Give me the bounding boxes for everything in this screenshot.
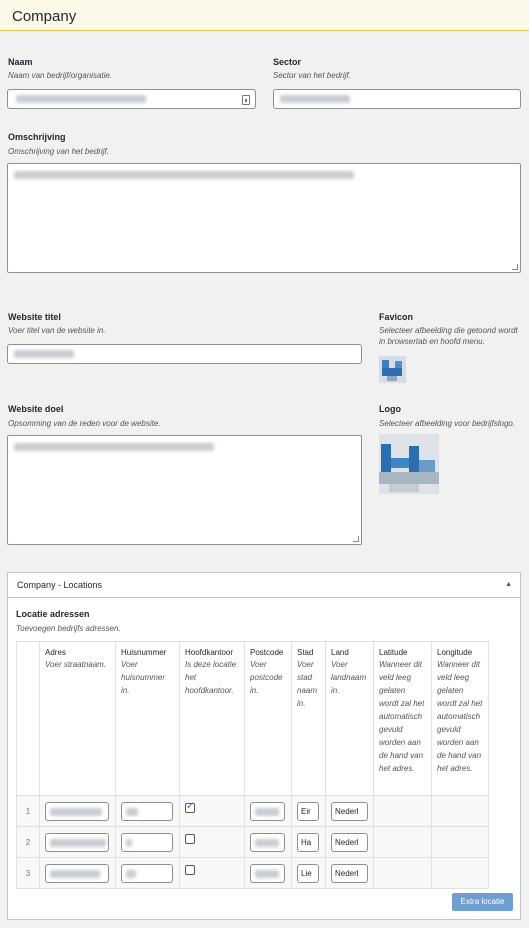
row-number: 1 xyxy=(17,796,40,827)
omschrijving-textarea[interactable] xyxy=(7,163,521,273)
row-number: 3 xyxy=(17,858,40,889)
table-row xyxy=(17,858,489,889)
website-titel-label: Website titel xyxy=(8,312,61,322)
website-titel-input[interactable] xyxy=(7,344,362,364)
column-header-latitude: Latitude Wanneer dit veld leeg gelaten wordt zal het automatisch gevuld worden aan de hand van het adres. xyxy=(374,642,432,796)
stad-cell xyxy=(292,796,326,827)
column-header-adres: Adres Voer straatnaam. xyxy=(40,642,116,796)
postcode-input[interactable] xyxy=(250,864,285,883)
favicon-label: Favicon xyxy=(379,312,414,322)
stad-cell xyxy=(292,858,326,889)
metabox-header[interactable] xyxy=(8,573,520,598)
column-header-longitude: Longitude Wanneer dit veld leeg gelaten wordt zal het automatisch gevuld worden aan de hand van het adres. xyxy=(432,642,489,796)
metabox-title: Company - Locations xyxy=(17,580,103,590)
postcode-input[interactable] xyxy=(250,802,285,821)
website-doel-textarea[interactable] xyxy=(7,435,362,545)
column-header-huisnummer: Huisnummer Voer huisnummer in. xyxy=(116,642,180,796)
adres-input[interactable] xyxy=(45,864,109,883)
column-header-stad: Stad Voer stad naam in. xyxy=(292,642,326,796)
omschrijving-label: Omschrijving xyxy=(8,132,66,142)
adres-cell xyxy=(40,827,116,858)
huisnummer-input[interactable] xyxy=(121,833,173,852)
longitude-cell[interactable] xyxy=(432,796,489,827)
extra-locatie-button[interactable]: Extra locatie xyxy=(452,893,513,911)
land-cell xyxy=(326,796,374,827)
column-header-hoofdkantoor: Hoofdkantoor Is deze locatie het hoofdkantoor. xyxy=(180,642,245,796)
stad-input[interactable]: Lie xyxy=(297,864,319,883)
hoofdkantoor-checkbox[interactable] xyxy=(185,865,195,875)
logo-desc: Selecteer afbeelding voor bedrijfslogo. xyxy=(379,419,516,428)
table-row xyxy=(17,827,489,858)
sector-desc: Sector van het bedrijf. xyxy=(273,71,351,80)
hoofdkantoor-cell xyxy=(180,796,245,827)
huisnummer-cell xyxy=(116,796,180,827)
website-doel-desc: Opsomming van de reden voor de website. xyxy=(8,419,161,428)
logo-label: Logo xyxy=(379,404,401,414)
locatie-adressen-desc: Toevoegen bedrijfs adressen. xyxy=(16,624,121,633)
page-title: Company xyxy=(12,8,77,25)
land-input[interactable]: Nederl xyxy=(331,833,368,852)
omschrijving-desc: Omschrijving van het bedrijf. xyxy=(8,147,109,156)
sector-label: Sector xyxy=(273,57,302,67)
table-row xyxy=(17,796,489,827)
sector-input[interactable] xyxy=(273,89,521,109)
locatie-adressen-label: Locatie adressen xyxy=(16,609,90,619)
column-header-postcode: Postcode Voer postcode in. xyxy=(245,642,292,796)
huisnummer-cell xyxy=(116,858,180,889)
hoofdkantoor-checkbox[interactable] xyxy=(185,803,195,813)
naam-label: Naam xyxy=(8,57,33,67)
stad-input[interactable]: Ha xyxy=(297,833,319,852)
naam-desc: Naam van bedrijf/organisatie. xyxy=(8,71,113,80)
contact-card-icon[interactable] xyxy=(242,95,250,105)
website-titel-desc: Voer titel van de website in. xyxy=(8,326,106,335)
land-input[interactable]: Nederl xyxy=(331,864,368,883)
latitude-cell[interactable] xyxy=(374,858,432,889)
huisnummer-cell xyxy=(116,827,180,858)
land-cell xyxy=(326,858,374,889)
hoofdkantoor-cell xyxy=(180,858,245,889)
naam-input[interactable] xyxy=(7,89,256,109)
resize-handle-icon[interactable] xyxy=(353,536,359,542)
favicon-image[interactable] xyxy=(379,356,406,383)
locations-table xyxy=(16,641,489,889)
huisnummer-input[interactable] xyxy=(121,864,173,883)
resize-handle-icon[interactable] xyxy=(512,264,518,270)
longitude-cell[interactable] xyxy=(432,827,489,858)
locations-metabox xyxy=(7,572,521,920)
stad-input[interactable]: Eir xyxy=(297,802,319,821)
logo-image[interactable] xyxy=(379,434,439,494)
huisnummer-input[interactable] xyxy=(121,802,173,821)
land-input[interactable]: Nederl xyxy=(331,802,368,821)
website-doel-label: Website doel xyxy=(8,404,64,414)
postcode-input[interactable] xyxy=(250,833,285,852)
latitude-cell[interactable] xyxy=(374,827,432,858)
latitude-cell[interactable] xyxy=(374,796,432,827)
postcode-cell xyxy=(245,858,292,889)
collapse-toggle-icon[interactable]: ▲ xyxy=(505,581,512,588)
postcode-cell xyxy=(245,827,292,858)
adres-input[interactable] xyxy=(45,833,109,852)
adres-input[interactable] xyxy=(45,802,109,821)
hoofdkantoor-cell xyxy=(180,827,245,858)
column-header-index xyxy=(17,642,40,796)
row-number: 2 xyxy=(17,827,40,858)
postcode-cell xyxy=(245,796,292,827)
land-cell xyxy=(326,827,374,858)
longitude-cell[interactable] xyxy=(432,858,489,889)
page-header xyxy=(0,0,529,31)
favicon-desc: Selecteer afbeelding die getoond wordt in browsertab en hoofd menu. xyxy=(379,326,518,346)
adres-cell xyxy=(40,796,116,827)
adres-cell xyxy=(40,858,116,889)
stad-cell xyxy=(292,827,326,858)
column-header-land: Land Voer landnaam in. xyxy=(326,642,374,796)
hoofdkantoor-checkbox[interactable] xyxy=(185,834,195,844)
